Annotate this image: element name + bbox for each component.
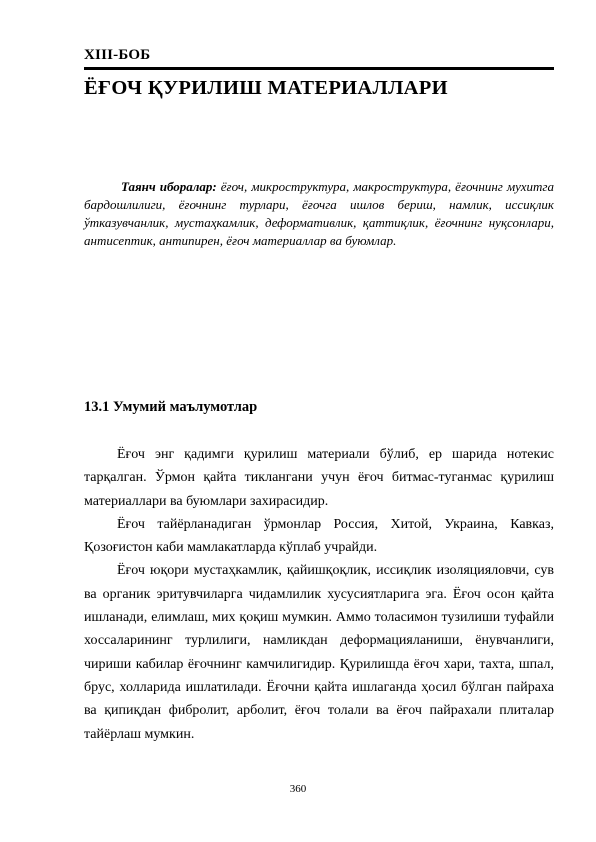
header-rule [84,67,554,70]
chapter-title: ЁҒОЧ ҚУРИЛИШ МАТЕРИАЛЛАРИ [84,77,448,99]
chapter-label: XIII-БОБ [84,47,151,63]
paragraph: Ёғоч энг қадимги қурилиш материали бўлиб, ер шарида нотекис тарқалган. Ўрмон қайта тиклангани учун ёғоч битмас-туганмас қурилиш материаллари ва буюмлари захирасидир. [84,447,554,509]
keywords-text: ёғоч, микроструктура, макроструктура, ёғочнинг мухитга бардошлилиги, ёғочнинг турлари, ёғочга ишлов бериш, намлик, иссиқлик ўтказувчанлик, мустаҳкамлик, деформативлик, қаттиқлик, ёғочнинг нуқсонлари, антисептик, антипирен, ёғоч материаллар ва буюмлар. [84,179,554,248]
section-body [84,443,554,746]
keywords-block [84,178,554,250]
section-heading: 13.1 Умумий маълумотлар [84,399,258,415]
paragraph: Ёғоч тайёрланадиган ўрмонлар Россия, Хитой, Украина, Кавказ, Қозоғистон каби мамлакатларда кўплаб учрайди. [84,516,554,556]
keywords-label: Таянч иборалар: [121,179,217,194]
page-number: 360 [289,783,307,795]
paragraph: Ёғоч юқори мустаҳкамлик, қайишқоқлик, иссиқлик изоляцияловчи, сув ва органик эритувчиларга чидамлилик хусусиятларига эга. Ёғоч осон қайта ишланади, елимлаш, мих қоқиш мумкин. Аммо толасимон тузилиши туфайли хоссаларининг турлилиги, намликдан деформацияланиши, ёнувчанлиги, чириши кабилар ёғочнинг камчилигидир. Қурилишда ёғоч хари, тахта, шпал, брус, холларида ишлатилади. Ёғочни қайта ишлаганда ҳосил бўлган пайраха ва қипиқдан фибролит, арболит, ёғоч толали ва ёғоч пайрахали плиталар тайёрлаш мумкин. [84,563,554,742]
